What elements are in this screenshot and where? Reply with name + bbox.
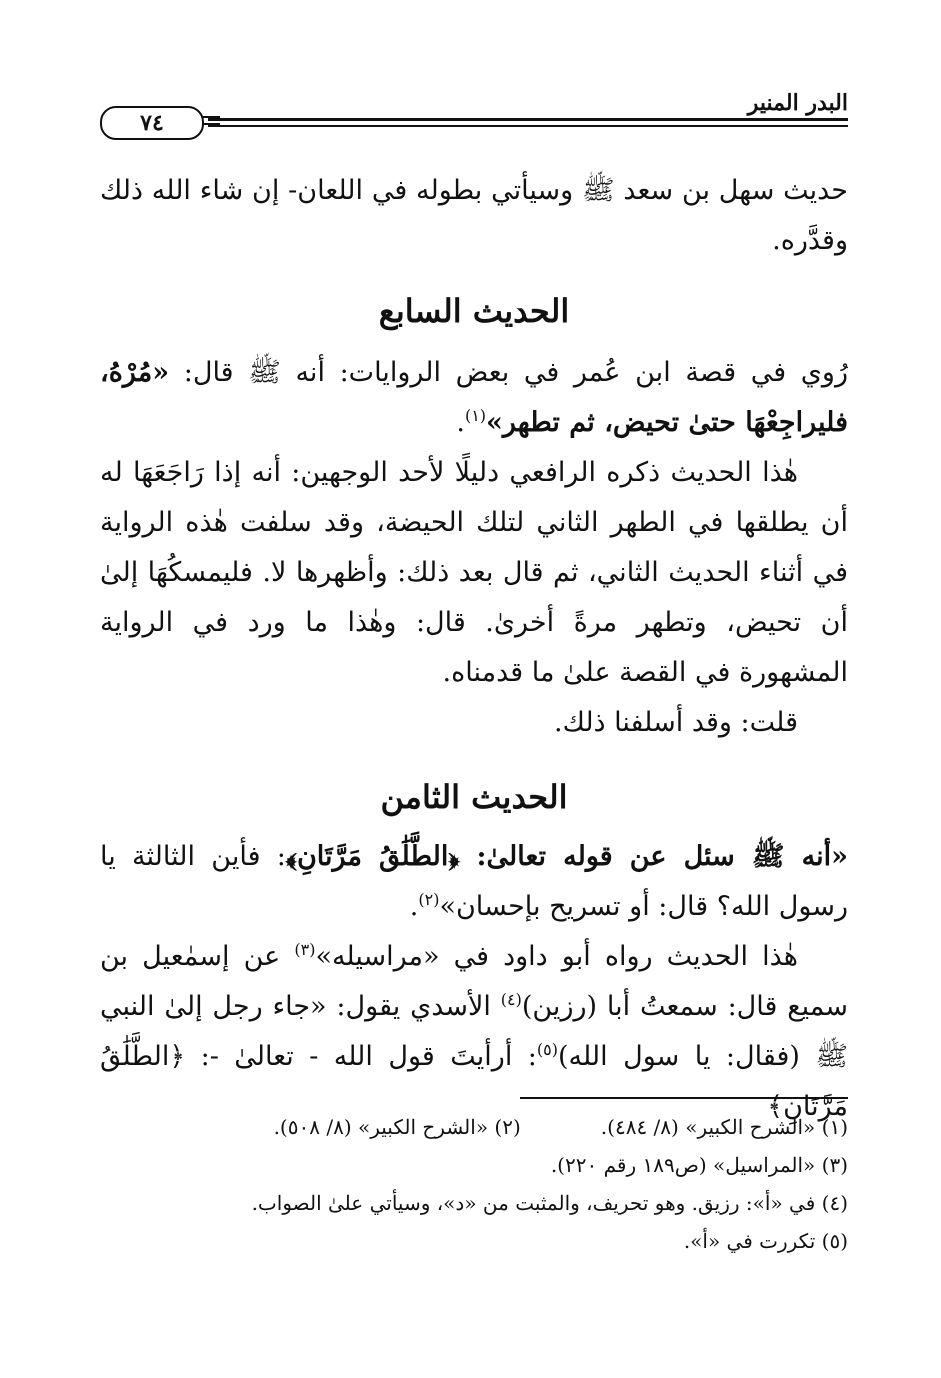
intro-paragraph	[100, 166, 848, 266]
hadith7-text: «مُرْهُ، فليراجِعْهَا حتىٰ تحيض، ثم تطهر»	[100, 357, 848, 438]
footnote-ref-3: (٣)	[294, 940, 316, 959]
header-rule	[208, 118, 848, 121]
commentary-part-c: الأسدي يقول: «جاء رجل إلىٰ النبي ﷺ (فقال: يا سول الله)	[100, 991, 848, 1072]
hadith8-text: : فأين الثالثة يا رسول الله؟ قال: أو تسريح بإحسان»	[100, 841, 848, 922]
footnote-ref-5: (٥)	[536, 1040, 558, 1059]
footnote-1: (١) «الشرح الكبير» (٨/ ٤٨٤).	[600, 1115, 848, 1139]
badge-tail	[202, 116, 220, 118]
footnote-ref-4: (٤)	[500, 990, 522, 1009]
footnote-ref-1: (١)	[464, 406, 487, 425]
footnote-row	[100, 1222, 848, 1260]
footnote-2: (٢) «الشرح الكبير» (٨/ ٥٠٨).	[273, 1115, 521, 1139]
footnote-5: (٥) تكررت في «أ».	[683, 1229, 848, 1253]
hadith7-intro: رُوي في قصة ابن عُمر في بعض الروايات: أنه ﷺ قال:	[169, 357, 848, 388]
intro-text: حديث سهل بن سعد ﷺ وسيأتي بطوله في اللعان- إن شاء الله ذلك وقدَّره.	[100, 175, 848, 256]
header-rule-thin	[208, 125, 848, 127]
hadith8-body	[100, 832, 848, 1132]
commentary-part-d: : أرأيتَ قول الله - تعالىٰ -: ﴿الطَّلَٰقُ مَرَّتَانِ﴾	[100, 1041, 848, 1122]
footnote-row	[100, 1184, 848, 1222]
section-heading-7: الحديث السابع	[378, 292, 570, 330]
commentary-part-b: عن إسمٰعيل بن سميع قال: سمعتُ أبا (رزين)	[100, 941, 849, 1022]
hadith7-quote	[100, 348, 848, 448]
hadith8-commentary	[100, 932, 848, 1132]
hadith8-quote	[100, 832, 848, 932]
commentary-part-a: هٰذا الحديث رواه أبو داود في «مراسيله»	[315, 941, 798, 972]
footnote-row	[100, 1146, 848, 1184]
footnotes	[100, 1108, 848, 1260]
page-number: ٧٤	[100, 106, 204, 140]
page-header	[96, 88, 848, 134]
footnote-3: (٣) «المراسيل» (ص١٨٩ رقم ٢٢٠).	[550, 1153, 848, 1177]
hadith7-body	[100, 348, 848, 748]
hadith7-note: قلت: وقد أسلفنا ذلك.	[553, 707, 798, 738]
footnote-row	[100, 1108, 848, 1146]
hadith8-text-bold: «أنه ﷺ سئل عن قوله تعالىٰ: ﴿الطَّلَٰقُ مَرَّتَانِ﴾	[285, 841, 848, 872]
badge-tail	[202, 123, 220, 125]
footnote-4: (٤) في «أ»: رزيق. وهو تحريف، والمثبت من «د»، وسيأتي علىٰ الصواب.	[251, 1191, 848, 1215]
footnote-separator	[520, 1097, 848, 1099]
section-heading-8: الحديث الثامن	[380, 778, 568, 816]
period: .	[456, 407, 465, 438]
footnote-ref-2: (٢)	[418, 890, 440, 909]
period: .	[409, 891, 419, 922]
book-title: البدر المنير	[747, 90, 848, 116]
hadith7-commentary: هٰذا الحديث ذكره الرافعي دليلًا لأحد الوجهين: أنه إذا رَاجَعَهَا له أن يطلقها في الطهر الثاني لتلك الحيضة، وقد سلفت هٰذه الرواية في أثناء الحديث الثاني، ثم قال بعد ذلك: وأظهرها لا. فليمسكُهَا إلىٰ أن تحيض، وتطهر مرةً أخرىٰ. قال: وهٰذا ما ورد في الرواية المشهورة في القصة علىٰ ما قدمناه.	[100, 457, 848, 688]
